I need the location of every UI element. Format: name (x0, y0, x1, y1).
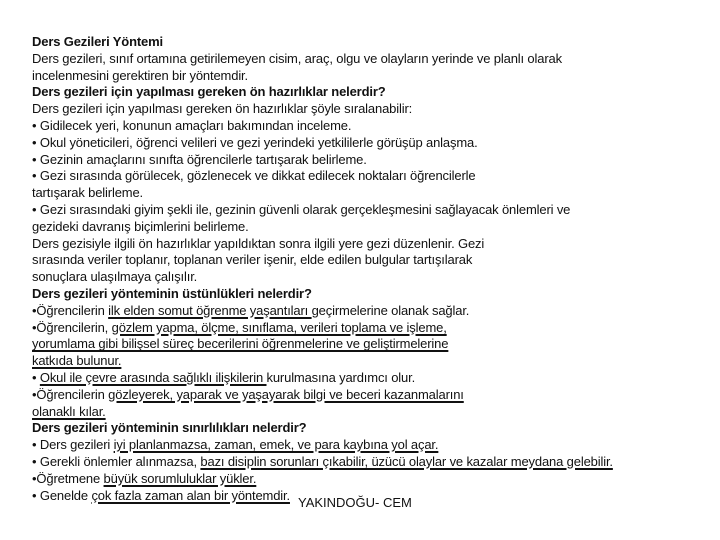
section-heading (32, 420, 712, 437)
section-heading (32, 34, 712, 51)
underlined-text: olanaklı kılar. (32, 403, 106, 419)
text-segment: geçirmelerine olanak sağlar. (311, 302, 470, 318)
text-segment: •Öğrencilerin, (32, 319, 112, 335)
text-segment: • Okul yöneticileri, öğrenci velileri ve gezi yerindeki yetkililerle görüşüp anlaşma. (32, 134, 478, 150)
text-line (32, 353, 712, 370)
text-segment: kurulmasına yardımcı olur. (266, 369, 416, 385)
underlined-text: katkıda bulunur. (32, 353, 122, 369)
text-segment: Ders gezileri, sınıf ortamına getirilemeyen cisim, araç, olgu ve olayların yerinde ve planlı olarak (32, 50, 562, 66)
text-segment: gezideki davranış biçimlerini belirleme. (32, 218, 249, 234)
text-segment: • Gezi sırasındaki giyim şekli ile, gezinin güvenli olarak gerçekleşmesini sağlayacak önlemleri ve (32, 201, 571, 217)
underlined-text: gözleyerek, yaparak ve yaşayarak bilgi ve beceri kazanmalarını (108, 386, 464, 402)
text-line (32, 118, 712, 135)
text-line (32, 185, 712, 202)
text-segment: • Gidilecek yeri, konunun amaçları bakımından inceleme. (32, 117, 352, 133)
underlined-text: ilk elden somut öğrenme yaşantıları (108, 302, 312, 318)
text-line (32, 387, 712, 404)
text-line (32, 252, 712, 269)
underlined-text: iyi planlanmazsa, zaman, emek, ve para kaybına yol açar. (113, 437, 439, 453)
text-line (32, 152, 712, 169)
text-segment: • (32, 369, 40, 385)
text-segment: •Öğrencilerin (32, 302, 109, 318)
document-body (32, 34, 712, 504)
text-line (32, 219, 712, 236)
text-line (32, 370, 712, 387)
text-segment: sonuçlara ulaşılmaya çalışılır. (32, 269, 198, 285)
text-segment: Ders gezisiyle ilgili ön hazırlıklar yapıldıktan sonra ilgili yere gezi düzenlenir. Gezi (32, 235, 485, 251)
underlined-text: gözlem yapma, ölçme, sınıflama, verileri toplama ve işleme, (111, 319, 447, 335)
text-segment: Ders gezileri için yapılması gereken ön hazırlıklar nelerdir? (32, 84, 386, 100)
underlined-text: büyük sorumluluklar yükler. (103, 470, 257, 486)
text-segment: • Gezinin amaçlarını sınıfta öğrencilerle tartışarak belirleme. (32, 151, 367, 167)
underlined-text: bazı disiplin sorunları çıkabilir, üzücü olaylar ve kazalar meydana gelebilir. (200, 453, 613, 469)
text-line (32, 320, 712, 337)
text-segment: incelenmesini gerektiren bir yöntemdir. (32, 67, 248, 83)
text-segment: Ders gezileri yönteminin üstünlükleri nelerdir? (32, 285, 312, 301)
text-segment: • Gerekli önlemler alınmazsa, (32, 453, 201, 469)
text-line (32, 236, 712, 253)
text-line (32, 471, 712, 488)
text-line (32, 168, 712, 185)
underlined-text: yorumlama gibi bilişsel süreç becerilerini öğrenmelerine ve geliştirmelerine (32, 336, 449, 352)
text-segment: • Ders gezileri (32, 437, 114, 453)
text-line (32, 101, 712, 118)
text-line (32, 202, 712, 219)
text-segment: Ders Gezileri Yöntemi (32, 34, 163, 49)
text-segment: tartışarak belirleme. (32, 185, 144, 201)
text-line (32, 51, 712, 68)
text-segment: • Gezi sırasında görülecek, gözlenecek ve dikkat edilecek noktaları öğrencilerle (32, 168, 476, 184)
section-heading (32, 286, 712, 303)
underlined-text: çok fazla zaman alan bir yöntemdir. (91, 487, 290, 503)
text-line (32, 336, 712, 353)
text-segment: Ders gezileri için yapılması gereken ön hazırlıklar şöyle sıralanabilir: (32, 101, 413, 117)
text-segment: •Öğrencilerin (32, 386, 109, 402)
text-line (32, 269, 712, 286)
footer-author: YAKINDOĞU- CEM (298, 495, 412, 510)
text-segment: Ders gezileri yönteminin sınırlılıkları nelerdir? (32, 420, 307, 436)
text-line (32, 437, 712, 454)
section-heading (32, 84, 712, 101)
text-segment: sırasında veriler toplanır, toplanan veriler işenir, elde edilen bulgular tartışılarak (32, 252, 473, 268)
text-line (32, 68, 712, 85)
text-segment: •Öğretmene (32, 470, 104, 486)
text-line (32, 303, 712, 320)
text-line (32, 404, 712, 421)
text-line (32, 135, 712, 152)
text-line (32, 454, 712, 471)
underlined-text: Okul ile çevre arasında sağlıklı ilişkilerin (39, 369, 267, 385)
text-segment: • Genelde (32, 487, 92, 503)
